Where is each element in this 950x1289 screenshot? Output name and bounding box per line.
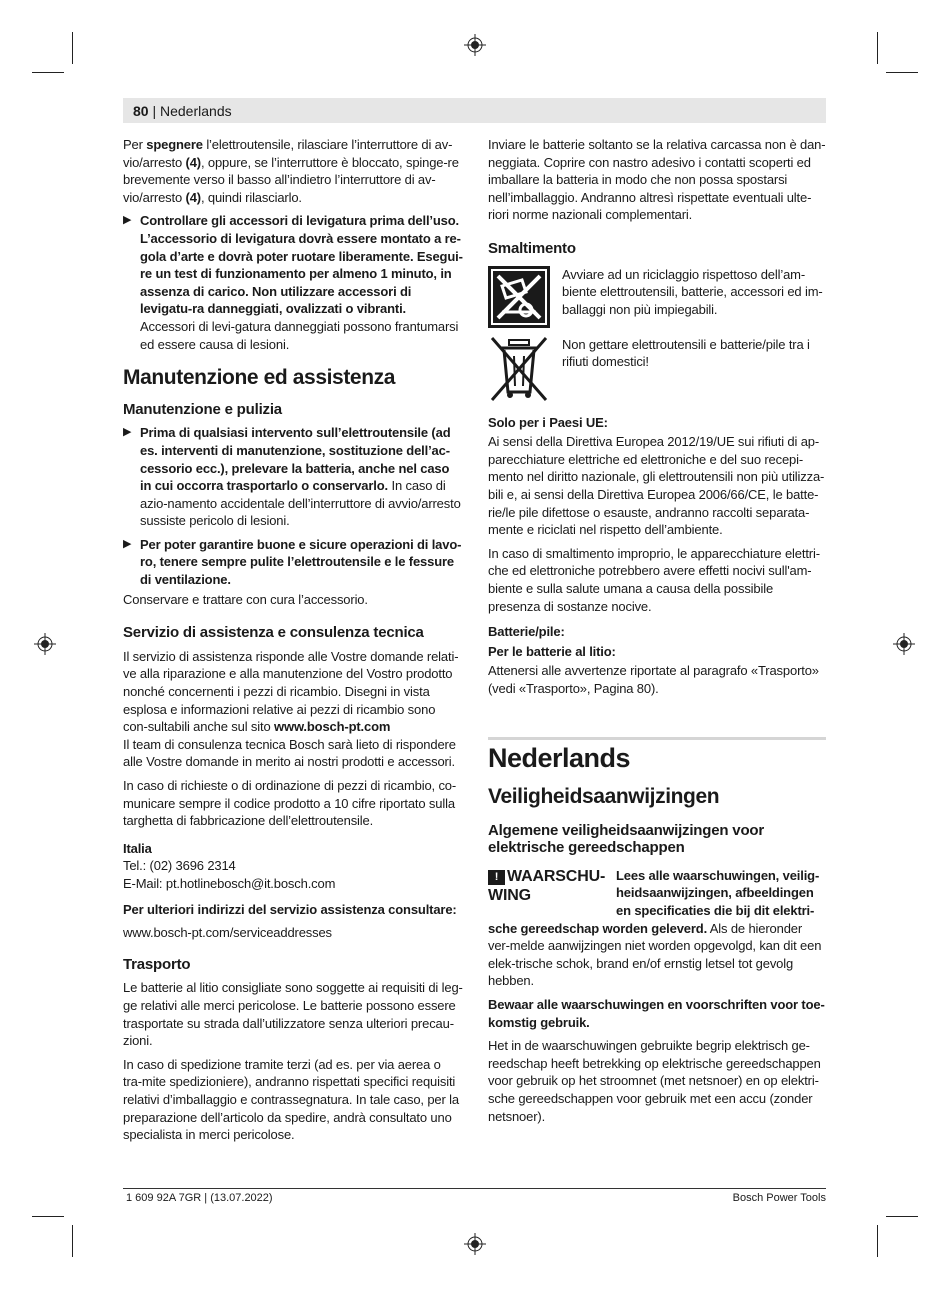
transport-paragraph: Le batterie al litio consigliate sono soggette ai requisiti di leg-ge relativi alle merci pericolose. Le batterie possono essere trasportate su strada dall’utilizzatore senza ulteriori precau-zioni. (123, 980, 463, 1049)
section-heading: Veiligheidsaanwijzingen (488, 785, 720, 809)
crop-mark (32, 72, 64, 73)
crop-mark (886, 72, 918, 73)
warning-label: WAARSCHU-WING (488, 867, 606, 904)
language-divider (488, 737, 826, 740)
subsection-heading: Smaltimento (488, 239, 576, 257)
page-number: 80 (133, 103, 149, 119)
text: Il servizio di assistenza risponde alle Vostre domande relati-ve alla riparazione e alla manutenzione del Vostro prodotto nonché concernenti i pezzi di ricambio. Disegni in vista esplosa e informazioni relative ai pezzi di ricambio sono con-sultabili anche sul sito (123, 648, 459, 735)
term-paragraph: Het in de waarschuwingen gebruikte begrip elektrisch ge-reedschap heeft betrekking op elektrische gereedschappen voor gebruik op het stroomnet (met netsnoer) en op elektri-sche gereedschappen voor gebruik met een accu (zonder netsnoer). (488, 1038, 821, 1124)
more-addresses-label: Per ulteriori indirizzi del servizio assistenza consultare: (123, 901, 457, 917)
page-header (133, 103, 232, 119)
bullet-item (123, 536, 463, 589)
crop-mark (877, 1225, 878, 1257)
registration-mark-icon (34, 633, 56, 655)
shipping-paragraph: Inviare le batterie soltanto se la relativa carcassa non è dan-neggiata. Coprire con nastro adesivo i contatti scoperti ed imballare la batteria in modo che non possa spostarsi nell’imballaggio. Andranno altresì rispettate eventuali ulte-riori norme nazionali complementari. (488, 137, 826, 223)
text-bold: Prima di qualsiasi intervento sull’elettroutensile (ad es. interventi di manutenzione, sostituzione dell’ac-cessorio ecc.), prelevare la batteria, anche nel caso in cui occorra trasportarlo o conservarlo. (140, 425, 451, 494)
text: Accessori di levi-gatura danneggiati possono frantumarsi ed essere causa di lesioni. (140, 318, 459, 352)
text-bold: Per poter garantire buone e sicure operazioni di lavo-ro, tenere sempre pulite l’elettroutensile e le fessure di ventilazione. (140, 536, 462, 588)
lithium-paragraph: Attenersi alle avvertenze riportate al paragrafo «Trasporto» (vedi «Trasporto», Pagina 80). (488, 663, 819, 696)
crossed-bin-icon (488, 336, 550, 402)
bullet-triangle-icon: ▶ (123, 537, 132, 550)
warning-badge (488, 867, 608, 905)
footer-doc-number: 1 609 92A 7GR | (13.07.2022) (126, 1192, 273, 1204)
service-link[interactable]: www.bosch-pt.com (274, 719, 391, 735)
text: Per (123, 137, 147, 152)
phone: Tel.: (02) 3696 2314 (123, 858, 236, 874)
text: l’elettroutensile, rilasciare l’interruttore di av-vio/arresto (123, 137, 453, 170)
store-paragraph: Conservare e trattare con cura l’accessorio. (123, 591, 368, 607)
subsection-heading: Servizio di assistenza e consulenza tecnica (123, 624, 424, 642)
disposal-text: Avviare ad un riciclaggio rispettoso dell’am-biente elettroutensili, batterie, accessori ed im-ballaggi non più impiegabili. (562, 266, 823, 317)
service-paragraph: Il team di consulenza tecnica Bosch sarà lieto di rispondere alle Vostre domande in merito ai nostri prodotti e accessori. (123, 736, 456, 770)
batteries-label: Batterie/pile: (488, 624, 565, 640)
switch-off-paragraph (123, 136, 463, 206)
subsection-heading: Algemene veiligheidsaanwijzingen voor elektrische gereedschappen (488, 821, 765, 857)
contact-block (123, 840, 463, 893)
service-paragraph: In caso di richieste o di ordinazione di pezzi di ricambio, co-municare sempre il codice prodotto a 10 cifre riportato sulla targhetta di fabbricazione dell’elettroutensile. (123, 778, 457, 829)
text: , oppure, se l’interruttore è bloccato, spinge-re brevemente verso il basso all’indietro l’interruttore di av-vio/arresto (123, 154, 459, 205)
footer-rule (123, 1188, 826, 1189)
subsection-heading: Manutenzione e pulizia (123, 400, 282, 418)
eu-paragraph: Ai sensi della Direttiva Europea 2012/19/UE sui rifiuti di ap-parecchiature elettriche ed elettroniche e del suo recepi-mento nel diritto nazionale, gli elettroutensili non più utilizza-bili e, ai sensi della Direttiva Europea 2006/66/CE, le batte-rie/le pile difettose o esauste, andranno raccolti separata-mente e riciclati nel rispetto dell’ambiente. (488, 434, 825, 538)
crop-mark (877, 32, 878, 64)
footer-brand: Bosch Power Tools (732, 1192, 826, 1204)
text-bold: (4) (185, 154, 201, 170)
transport-paragraph: In caso di spedizione tramite terzi (ad es. per via aerea o tra-mite spedizioniere), andranno rispettati specifici requisiti relativi d’imballaggio e contrassegnatura. In tale caso, per la preparazione dell’articolo da spedire, andrà consultato uno specialista in merci pericolose. (123, 1056, 459, 1143)
text: Als de hieronder ver-melde aanwijzingen niet worden opgevolgd, kan dit een elek-trische schok, brand en/of ernstig letsel tot gevolg hebben. (488, 920, 822, 989)
registration-mark-icon (893, 633, 915, 655)
language-heading: Nederlands (488, 743, 631, 774)
registration-mark-icon (464, 34, 486, 56)
eu-only-label: Solo per i Paesi UE: (488, 414, 608, 430)
registration-mark-icon (464, 1233, 486, 1255)
bullet-triangle-icon: ▶ (123, 426, 132, 439)
crop-mark (72, 32, 73, 64)
text-bold: spegnere (146, 137, 203, 152)
country-label: Italia (123, 840, 152, 856)
warning-triangle-icon: ! (488, 870, 505, 885)
section-heading: Manutenzione ed assistenza (123, 366, 396, 390)
email[interactable]: E-Mail: pt.hotlinebosch@it.bosch.com (123, 875, 336, 891)
header-section: Nederlands (160, 103, 232, 119)
bullet-item (123, 212, 463, 353)
text-bold: (4) (185, 189, 201, 205)
warning-block (488, 867, 826, 990)
bullet-triangle-icon: ▶ (123, 214, 132, 227)
header-separator: | (148, 103, 160, 119)
text: In caso di azio-namento accidentale dell’interruttore di avvio/arresto sussiste pericolo di lesioni. (140, 478, 461, 529)
crop-mark (72, 1225, 73, 1257)
disposal-bin-row (488, 336, 826, 402)
text: , quindi rilasciarlo. (200, 189, 302, 205)
service-paragraph (123, 648, 463, 736)
eu-paragraph: In caso di smaltimento improprio, le apparecchiature elettri-che ed elettroniche potrebbero avere effetti nocivi sull'am-biente e sulla salute umana a causa della possibile presenza di sostanze nocive. (488, 545, 820, 614)
subsection-heading: Trasporto (123, 955, 191, 973)
right-column (488, 136, 826, 1131)
recycling-symbol-icon (488, 266, 550, 328)
left-column (123, 136, 463, 1150)
text-bold: Controllare gli accessori di levigatura prima dell’uso. L’accessorio di levigatura dovrà essere montato a re-gola d’arte e dovrà poter ruotare liberamente. Esegui-re un test di funzionamento per almeno 1 minuto, in assenza di carico. Non utilizzare accessori di levigatu-ra danneggiati, ovalizzati o vibranti. (140, 213, 463, 317)
crop-mark (886, 1216, 918, 1217)
service-addresses-link[interactable]: www.bosch-pt.com/serviceaddresses (123, 925, 332, 941)
crop-mark (32, 1216, 64, 1217)
text-bold: Lees alle waarschuwingen, veilig-heidsaanwijzingen, afbeeldingen en specificaties die bij dit elektri-sche gereedschap worden geleverd. (488, 867, 820, 936)
disposal-recycle-row (488, 266, 826, 328)
lithium-label: Per le batterie al litio: (488, 643, 616, 659)
bullet-item (123, 424, 463, 530)
keep-instructions: Bewaar alle waarschuwingen en voorschriften voor toe-komstig gebruik. (488, 997, 825, 1030)
disposal-text: Non gettare elettroutensili e batterie/pile tra i rifiuti domestici! (562, 336, 810, 370)
